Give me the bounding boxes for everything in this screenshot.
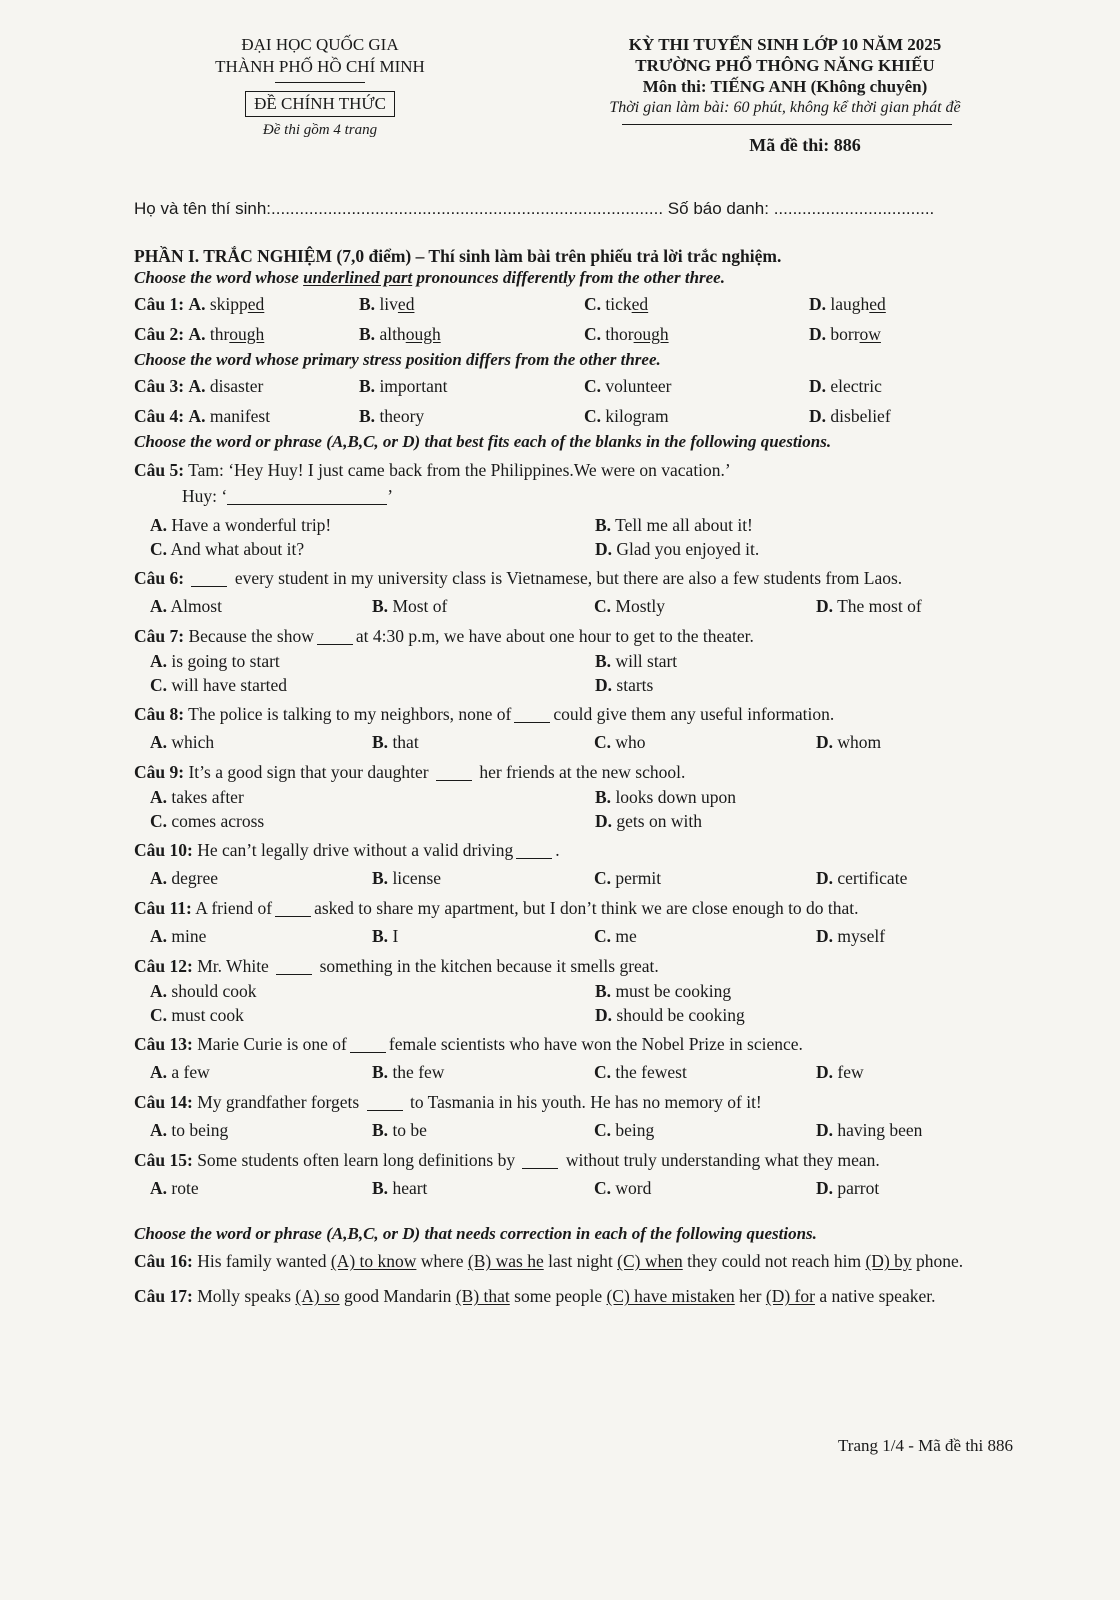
question-1: Câu 1: A. skipped B. lived C. ticked D. laughed bbox=[134, 294, 886, 314]
page-footer: Trang 1/4 - Mã đề thi 886 bbox=[838, 1436, 1014, 1455]
question-15: Câu 15: Some students often learn long definitions by without truly understanding what they mean. bbox=[134, 1150, 880, 1170]
question-17: Câu 17: Molly speaks (A) so good Mandarin (B) that some people (C) have mistaken her (D) for a native speaker. bbox=[134, 1286, 936, 1306]
official-badge: ĐỀ CHÍNH THỨC bbox=[245, 91, 395, 117]
question-10: Câu 10: He can’t legally drive without a valid driving . bbox=[134, 840, 560, 860]
question-8: Câu 8: The police is talking to my neighbors, none of could give them any useful information. bbox=[134, 704, 835, 724]
subject-line: Môn thi: TIẾNG ANH (Không chuyên) bbox=[642, 77, 928, 96]
question-8-options: A. which B. that C. who D. whom bbox=[150, 732, 882, 752]
question-14: Câu 14: My grandfather forgets to Tasmania in his youth. He has no memory of it! bbox=[134, 1092, 762, 1112]
instruction-correction: Choose the word or phrase (A,B,C, or D) that needs correction in each of the following questions. bbox=[134, 1224, 817, 1243]
question-5: Câu 5: Tam: ‘Hey Huy! I just came back from the Philippines.We were on vacation.’ bbox=[134, 460, 731, 480]
header-right-divider bbox=[622, 124, 952, 125]
question-12: Câu 12: Mr. White something in the kitchen because it smells great. bbox=[134, 956, 659, 976]
page-count-note: Đề thi gồm 4 trang bbox=[262, 122, 378, 138]
question-6-options: A. Almost B. Most of C. Mostly D. The most of bbox=[150, 596, 922, 616]
question-11-options: A. mine B. I C. me D. myself bbox=[150, 926, 886, 946]
city-name: THÀNH PHỐ HỒ CHÍ MINH bbox=[215, 57, 425, 76]
header-left-divider bbox=[275, 82, 365, 83]
time-line: Thời gian làm bài: 60 phút, không kể thời gian phát đề bbox=[609, 99, 961, 116]
question-7-options: A. is going to start B. will start C. will have started D. starts bbox=[150, 651, 678, 695]
part-title: PHẦN I. TRẮC NGHIỆM (7,0 điểm) – Thí sinh làm bài trên phiếu trả lời trắc nghiệm. bbox=[134, 246, 782, 266]
question-5-options: A. Have a wonderful trip! B. Tell me all about it! C. And what about it? D. Glad you enjoyed it. bbox=[150, 515, 760, 559]
instruction-stress: Choose the word whose primary stress position differs from the other three. bbox=[134, 350, 661, 369]
question-9: Câu 9: It’s a good sign that your daughter her friends at the new school. bbox=[134, 762, 686, 782]
question-6: Câu 6: every student in my university class is Vietnamese, but there are also a few students from Laos. bbox=[134, 568, 903, 588]
candidate-name-label: Họ và tên thí sinh: bbox=[134, 199, 272, 218]
question-3: Câu 3: A. disaster B. important C. volunteer D. electric bbox=[134, 376, 882, 396]
exam-code: Mã đề thi: 886 bbox=[749, 135, 861, 155]
candidate-id-label: Số báo danh: bbox=[667, 199, 769, 218]
candidate-id-field[interactable]: .................................. bbox=[773, 199, 935, 218]
question-10-options: A. degree B. license C. permit D. certificate bbox=[150, 868, 908, 888]
candidate-info bbox=[134, 199, 1024, 219]
candidate-name-field[interactable]: ................................................................................... bbox=[271, 199, 664, 218]
question-13: Câu 13: Marie Curie is one of female scientists who have won the Nobel Prize in science. bbox=[134, 1034, 803, 1054]
question-4: Câu 4: A. manifest B. theory C. kilogram D. disbelief bbox=[134, 406, 891, 426]
question-15-options: A. rote B. heart C. word D. parrot bbox=[150, 1178, 880, 1198]
question-13-options: A. a few B. the few C. the fewest D. few bbox=[150, 1062, 864, 1082]
question-7: Câu 7: Because the show at 4:30 p.m, we have about one hour to get to the theater. bbox=[134, 626, 754, 646]
question-11: Câu 11: A friend of asked to share my apartment, but I don’t think we are close enough to do that. bbox=[134, 898, 859, 918]
school-name: TRƯỜNG PHỔ THÔNG NĂNG KHIẾU bbox=[635, 56, 935, 75]
instruction-pronunciation: Choose the word whose underlined part pronounces differently from the other three. bbox=[134, 268, 725, 287]
question-2: Câu 2: A. through B. although C. thorough D. borrow bbox=[134, 324, 881, 344]
question-5-reply: Huy: ‘ ’ bbox=[182, 486, 394, 506]
question-9-options: A. takes after B. looks down upon C. comes across D. gets on with bbox=[150, 787, 736, 831]
question-14-options: A. to being B. to be C. being D. having been bbox=[150, 1120, 923, 1140]
header-right bbox=[560, 34, 1010, 156]
exam-content bbox=[134, 245, 1034, 1309]
instruction-blanks: Choose the word or phrase (A,B,C, or D) that best fits each of the blanks in the following questions. bbox=[134, 432, 832, 451]
exam-title: KỲ THI TUYỂN SINH LỚP 10 NĂM 2025 bbox=[628, 35, 942, 54]
question-12-options: A. should cook B. must be cooking C. must cook D. should be cooking bbox=[150, 981, 745, 1025]
university-name: ĐẠI HỌC QUỐC GIA bbox=[241, 35, 399, 54]
header-left bbox=[195, 34, 445, 141]
question-16: Câu 16: His family wanted (A) to know where (B) was he last night (C) when they could not reach him (D) by phone. bbox=[134, 1251, 964, 1271]
